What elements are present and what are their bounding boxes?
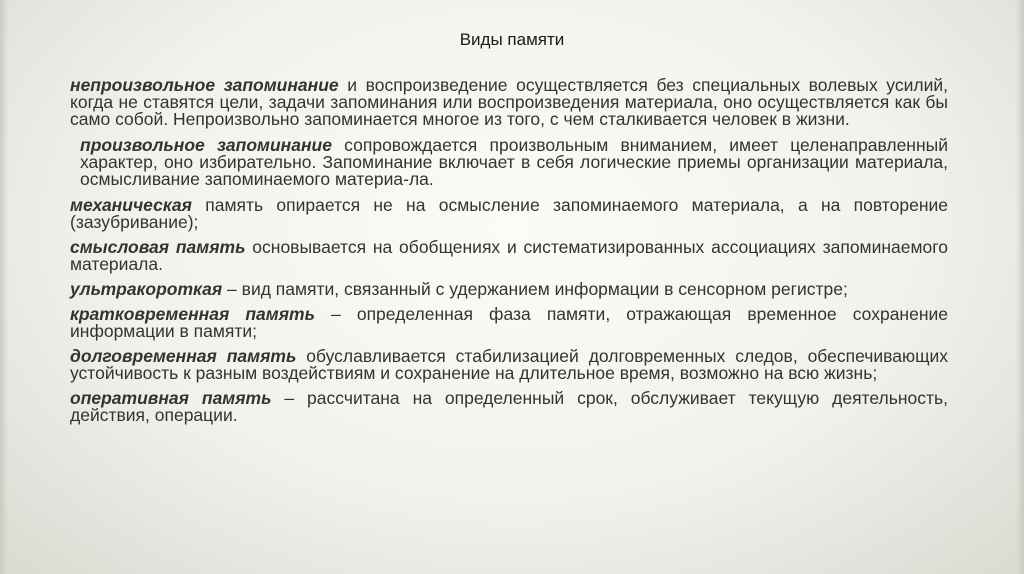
term: кратковременная память <box>70 304 315 324</box>
term: непроизвольное запоминание <box>70 75 339 95</box>
definition: – определенная фаза памяти, отражающая временное сохранение информации в памяти; <box>70 304 948 341</box>
term: ультракороткая <box>70 279 223 299</box>
memory-types-list <box>70 77 948 432</box>
paragraph-ultrashort <box>70 281 948 298</box>
definition: и воспроизведение осуществляется без специальных волевых усилий, когда не ставятся цели, задачи запоминания или воспроизведения материала, оно осуществляется как бы само собой. Непроизвольно запоминается многое из того, с чем сталкивается человек в жизни. <box>70 75 949 129</box>
term: смысловая память <box>70 237 246 257</box>
paragraph-voluntary <box>70 137 948 188</box>
right-edge-shadow <box>1016 0 1024 574</box>
term: оперативная память <box>70 388 272 408</box>
term: произвольное запоминание <box>80 135 332 155</box>
paragraph-mechanical <box>70 197 948 231</box>
definition: сопровождается произвольным вниманием, имеет целенаправленный характер, оно избирательно. Запоминание включает в себя логические приемы организации материала, осмысливание запоминаемого материа-ла. <box>80 135 948 189</box>
paragraph-semantic <box>70 239 948 273</box>
definition: обуславливается стабилизацией долговременных следов, обеспечивающих устойчивость к разным воздействиям и сохранение на длительное время, возможно на всю жизнь; <box>70 346 949 383</box>
term: долговременная память <box>70 346 297 366</box>
definition: – вид памяти, связанный с удержанием информации в сенсорном регистре; <box>222 279 848 299</box>
definition: память опирается не на осмысление запоминаемого материала, а на повторение (зазубривание); <box>70 195 948 232</box>
definition: – рассчитана на определенный срок, обслуживает текущую деятельность, действия, операции. <box>70 388 948 425</box>
paragraph-involuntary <box>70 77 948 128</box>
paragraph-long-term <box>70 348 948 382</box>
left-edge-shadow <box>0 0 8 574</box>
definition: основывается на обобщениях и систематизированных ассоциациях запоминаемого материала. <box>70 237 948 274</box>
paragraph-operative <box>70 390 948 424</box>
page-title: Виды памяти <box>459 30 565 49</box>
paragraph-short-term <box>70 306 948 340</box>
term: механическая <box>70 195 192 215</box>
